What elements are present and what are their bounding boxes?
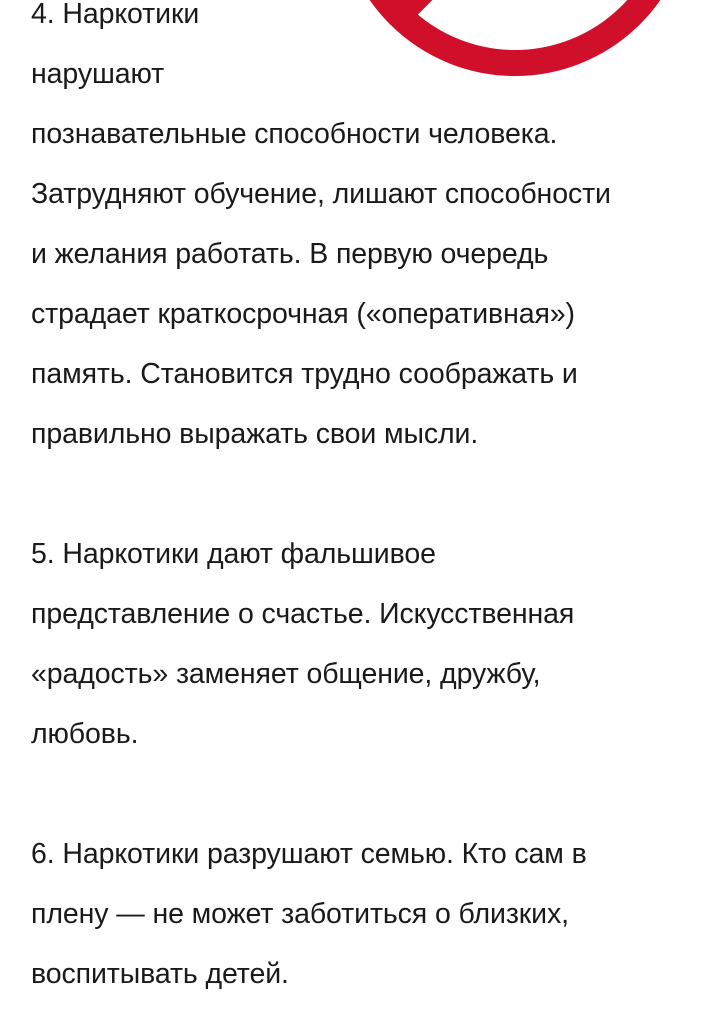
paragraph-line: «радость» заменяет общение, дружбу, (31, 658, 541, 690)
paragraph-line: нарушают (31, 58, 165, 90)
paragraph-line: 5. Наркотики дают фальшивое (31, 538, 436, 570)
paragraph-line: и желания работать. В первую очередь (31, 238, 549, 270)
paragraph-line: любовь. (31, 718, 139, 750)
paragraph-line: 4. Наркотики (31, 0, 200, 30)
paragraph-line: память. Становится трудно соображать и (31, 358, 578, 390)
paragraph-line: 6. Наркотики разрушают семью. Кто сам в (31, 838, 587, 870)
paragraph-line: Затрудняют обучение, лишают способности (31, 178, 611, 210)
paragraph-line: представление о счастье. Искусственная (31, 598, 575, 630)
paragraph-line: познавательные способности человека. (31, 118, 558, 150)
paragraph-line: воспитывать детей. (31, 958, 289, 990)
paragraph-line: плену — не может заботиться о близких, (31, 898, 569, 930)
paragraph-line: правильно выражать свои мысли. (31, 418, 479, 450)
paragraph-line: страдает краткосрочная («оперативная») (31, 298, 575, 330)
prohibition-sign-icon (336, 0, 694, 78)
